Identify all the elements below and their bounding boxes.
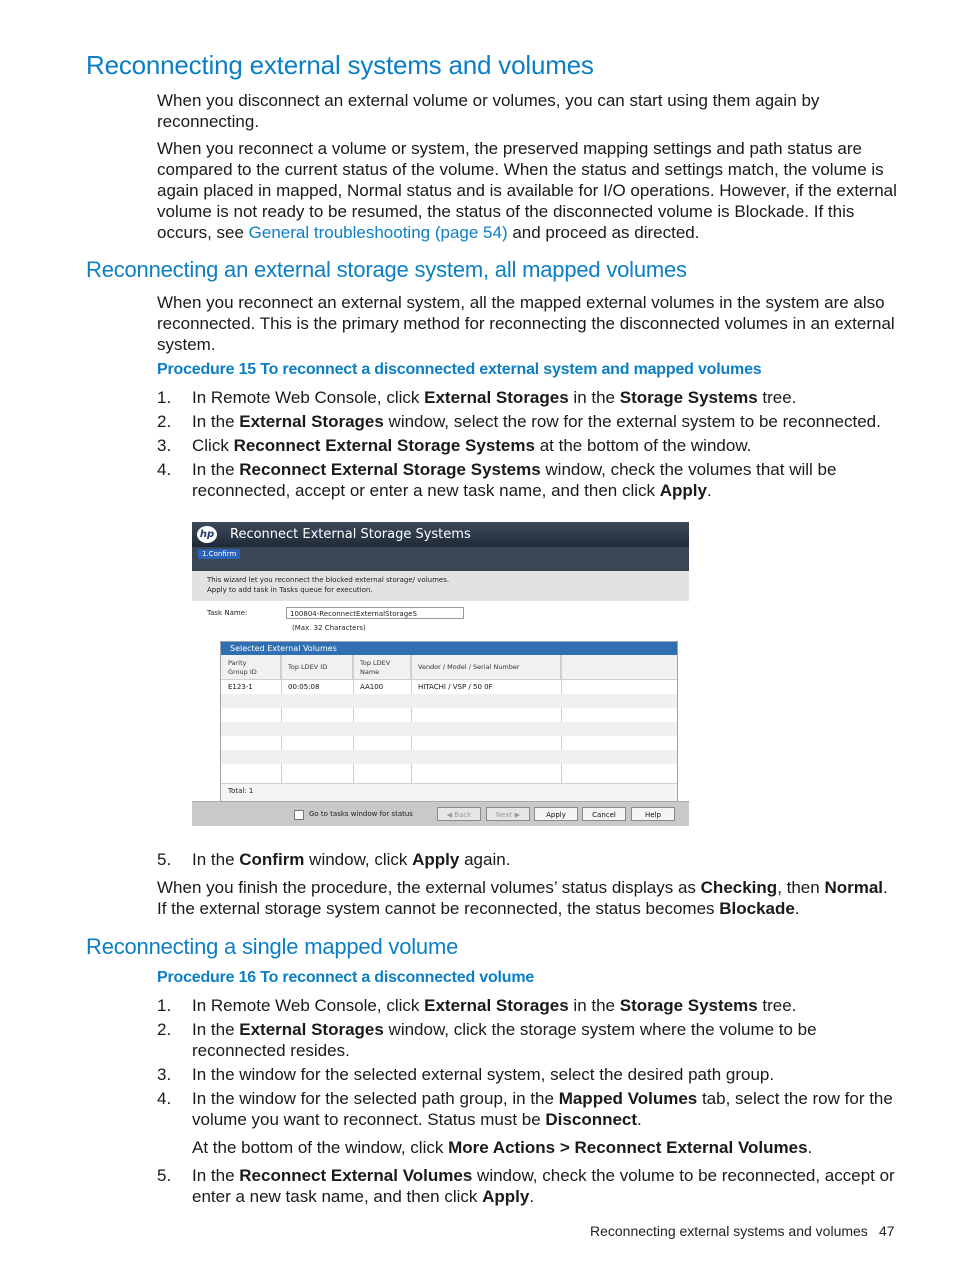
table-rows (221, 680, 677, 783)
task-name-label: Task Name: (207, 609, 248, 617)
table-title: Selected External Volumes (221, 642, 677, 655)
section-system-paragraph: When you reconnect an external system, all the mapped external volumes in the system are also reconnected. This is the primary method for reconnecting the disconnected volumes in an external system. (157, 293, 895, 354)
go-to-tasks-label: Go to tasks window for status (309, 810, 413, 818)
col-vendor-model-serial[interactable]: Vendor / Model / Serial Number (411, 655, 561, 679)
step-number: 1. (157, 996, 172, 1015)
col-top-ldev-name[interactable]: Top LDEV Name (353, 655, 411, 679)
step-number: 3. (157, 436, 172, 455)
step-text: In the Reconnect External Storage Systems window, check the volumes that will be reconnected, accept or enter a new task name, and then click Apply. (192, 460, 837, 500)
step-number: 3. (157, 1065, 172, 1084)
table-row (221, 750, 677, 764)
intro-text: When you reconnect a volume or system, the preserved mapping settings and path status are compared to the current status of the volume. When the status and settings match, the volume is again placed in mapped, Normal status and is available for I/O operations. However, if the external volume is not ready to be resumed, the status of the disconnected volume is Blockade. If this occurs, see (157, 139, 897, 242)
running-footer-title: Reconnecting external systems and volumes (590, 1223, 868, 1239)
cell-parity: E123-1 (228, 683, 253, 691)
wizard-step-bar (192, 547, 689, 571)
step-number: 4. (157, 460, 172, 479)
step-text: In the Confirm window, click Apply again. (192, 850, 511, 869)
help-button[interactable]: Help (631, 807, 675, 821)
proc16-step-4 (157, 1088, 899, 1130)
proc16-step-5 (157, 1165, 899, 1207)
step-text: At the bottom of the window, click More Actions > Reconnect External Volumes. (192, 1138, 813, 1157)
cell-vendor: HITACHI / VSP / 50 0F (418, 683, 493, 691)
wizard-step-confirm[interactable]: 1.Confirm (198, 549, 240, 559)
step-number: 2. (157, 1020, 172, 1039)
dialog-footer (192, 801, 689, 826)
proc16-step-3 (157, 1064, 899, 1085)
step-number: 1. (157, 388, 172, 407)
troubleshooting-link[interactable]: General troubleshooting (page 54) (248, 223, 508, 242)
step-text: Click Reconnect External Storage Systems at the bottom of the window. (192, 436, 752, 455)
proc15-step-5 (157, 849, 899, 870)
col-top-ldev-id[interactable]: Top LDEV ID (281, 655, 353, 679)
table-row (221, 736, 677, 750)
apply-button[interactable]: Apply (534, 807, 578, 821)
dialog-titlebar (192, 522, 689, 547)
intro-paragraph-1: When you disconnect an external volume or volumes, you can start using them again by reconnecting. (157, 91, 820, 131)
task-name-input[interactable]: 100804-ReconnectExternalStorageS (286, 607, 464, 619)
step-text: In Remote Web Console, click External Storages in the Storage Systems tree. (192, 388, 797, 407)
description-line-2: Apply to add task in Tasks queue for execution. (207, 586, 373, 594)
proc15-step-3 (157, 435, 899, 456)
next-button[interactable]: Next ▶ (486, 807, 530, 821)
col-extra (561, 655, 677, 679)
procedure-result-paragraph: When you finish the procedure, the external volumes’ status displays as Checking, then Normal. If the external storage system cannot be reconnected, the status becomes Blockade. (157, 878, 888, 918)
step-text: In the window for the selected path group, in the Mapped Volumes tab, select the row for the volume you want to reconnect. Status must be Disconnect. (192, 1089, 893, 1129)
table-row (221, 764, 677, 778)
step-number: 5. (157, 850, 172, 869)
back-button[interactable]: ◀ Back (437, 807, 481, 821)
table-header (221, 655, 677, 680)
table-row (221, 708, 677, 722)
step-text: In Remote Web Console, click External Storages in the Storage Systems tree. (192, 996, 797, 1015)
page-title: Reconnecting external systems and volumes (86, 50, 594, 80)
page-number: 47 (879, 1223, 895, 1239)
cell-ldev-name: AA100 (360, 683, 384, 691)
step-text: In the window for the selected external system, select the desired path group. (192, 1065, 775, 1084)
cell-ldev-id: 00:05:08 (288, 683, 320, 691)
step-text: In the External Storages window, click the storage system where the volume to be reconnected resides. (192, 1020, 817, 1060)
proc15-step-4 (157, 459, 899, 501)
proc16-step-4-note (157, 1137, 899, 1158)
reconnect-dialog-screenshot (192, 522, 689, 826)
step-text: In the External Storages window, select the row for the external system to be reconnected. (192, 412, 881, 431)
proc16-step-2 (157, 1019, 899, 1061)
proc16-step-1 (157, 995, 899, 1016)
step-number: 4. (157, 1089, 172, 1108)
col-parity-group[interactable]: Parity Group ID (221, 655, 281, 679)
step-number: 2. (157, 412, 172, 431)
section-heading-single-volume: Reconnecting a single mapped volume (86, 934, 459, 959)
table-row (221, 694, 677, 708)
wizard-description (192, 571, 689, 601)
cancel-button[interactable]: Cancel (582, 807, 626, 821)
description-line-1: This wizard let you reconnect the blocked external storage/ volumes. (207, 576, 450, 584)
table-row[interactable] (221, 680, 677, 694)
intro-text-end: and proceed as directed. (507, 223, 700, 242)
procedure-16-title: Procedure 16 To reconnect a disconnected volume (157, 969, 535, 986)
hp-logo-icon: hp (197, 526, 217, 543)
task-name-hint: (Max. 32 Characters) (292, 624, 366, 632)
step-text: In the Reconnect External Volumes window, check the volume to be reconnected, accept or enter a new task name, and then click Apply. (192, 1166, 895, 1206)
go-to-tasks-checkbox[interactable] (294, 810, 304, 820)
section-heading-system: Reconnecting an external storage system, all mapped volumes (86, 257, 687, 282)
table-total: Total: 1 (221, 783, 677, 801)
intro-paragraph-2 (157, 138, 899, 243)
procedure-15-title: Procedure 15 To reconnect a disconnected external system and mapped volumes (157, 361, 762, 378)
selected-volumes-table (220, 641, 678, 801)
step-number: 5. (157, 1166, 172, 1185)
proc15-step-1 (157, 387, 899, 408)
dialog-title: Reconnect External Storage Systems (230, 527, 471, 542)
proc15-step-2 (157, 411, 899, 432)
table-row (221, 722, 677, 736)
